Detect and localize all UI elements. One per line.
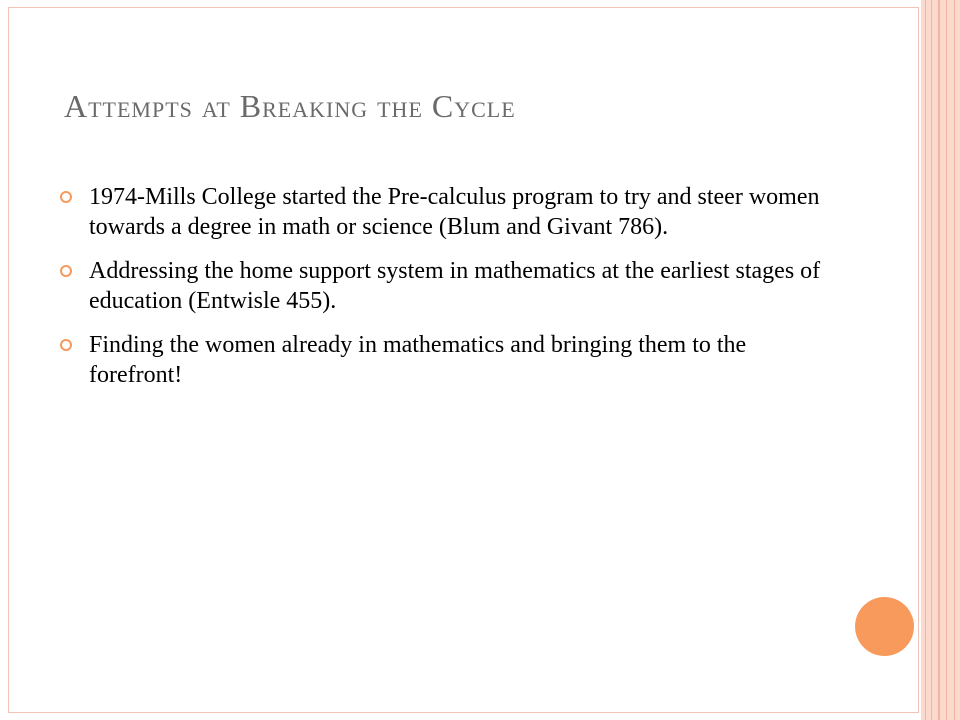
stripe-line	[954, 0, 955, 720]
open-circle-bullet-icon	[60, 265, 72, 277]
bullet-text: Addressing the home support system in mathematics at the earliest stages of education (Entwisle 455).	[89, 258, 821, 314]
bullet-text: 1974-Mills College started the Pre-calculus program to try and steer women towards a degree in math or science (Blum and Givant 786).	[89, 184, 820, 240]
stripe-line	[931, 0, 932, 720]
stripe-line	[946, 0, 947, 720]
stripe-line	[938, 0, 940, 720]
slide-title: Attempts at Breaking the Cycle	[64, 88, 516, 124]
bullet-list	[60, 182, 840, 404]
bullet-item	[60, 256, 840, 316]
open-circle-bullet-icon	[60, 339, 72, 351]
orange-circle-decoration	[855, 597, 914, 656]
stripe-line	[925, 0, 926, 720]
open-circle-bullet-icon	[60, 191, 72, 203]
bullet-item	[60, 330, 840, 390]
bullet-text: Finding the women already in mathematics and bringing them to the forefront!	[89, 332, 747, 388]
bullet-item	[60, 182, 840, 242]
